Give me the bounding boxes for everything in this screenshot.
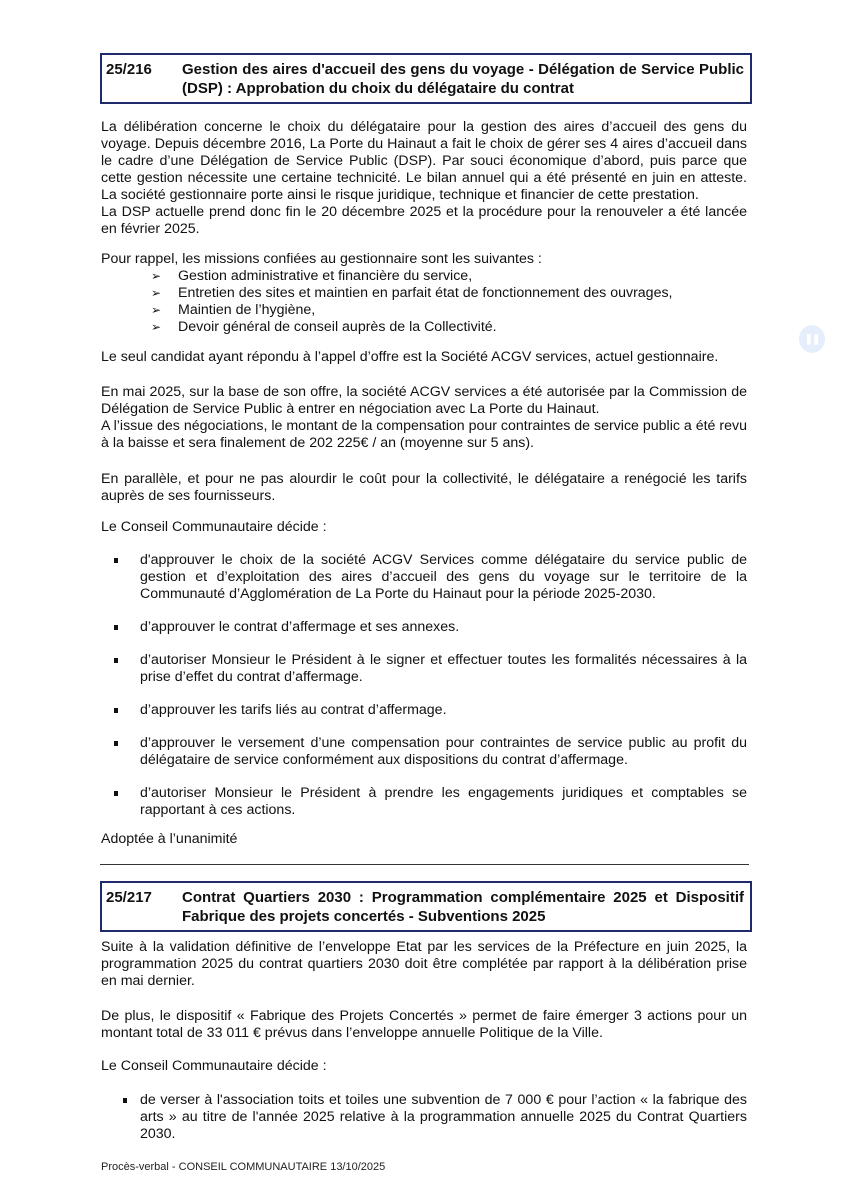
decisions-list: [101, 1092, 747, 1143]
quartiers-intro-paragraph: Suite à la validation définitive de l’enveloppe Etat par les services de la Préfecture en juin 2025, la programmation 2025 du contrat quartiers 2030 doit être complétée par rapport à la délibération prise en mai dernier.: [101, 939, 747, 989]
list-item: ➢ Maintien de l’hygiène,: [151, 302, 316, 318]
arrow-bullet-icon: ➢: [151, 303, 162, 317]
parallel-paragraph: En parallèle, et pour ne pas alourdir le coût pour la collectivité, le délégataire a renégocié les tarifs auprès de ses fournisseurs.: [101, 471, 747, 504]
floating-pause-button[interactable]: [799, 325, 825, 353]
deliberation-number: 25/217: [106, 889, 152, 906]
deliberation-header-25-216: [100, 53, 752, 104]
arrow-bullet-icon: ➢: [151, 286, 162, 300]
list-item: ➢ Gestion administrative et financière du service,: [151, 268, 473, 284]
decides-label: Le Conseil Communautaire décide :: [101, 1058, 327, 1074]
list-item: d'approuver le choix de la société ACGV Services comme délégataire du service public de gestion et d’exploitation des aires d’accueil des gens du voyage sur le territoire de la Communauté d’Agglomération de La Porte du Hainaut pour la période 2025-2030.: [101, 552, 747, 603]
list-item: de verser à l'association toits et toiles une subvention de 7 000 € pour l’action « la fabrique des arts » au titre de l'année 2025 relative à la programmation annuelle 2025 du Contrat Quartiers 2030.: [101, 1092, 747, 1143]
deliberation-title: Contrat Quartiers 2030 : Programmation complémentaire 2025 et Dispositif Fabrique des projets concertés - Subventions 2025: [182, 889, 744, 925]
intro-text: La délibération concerne le choix du délégataire pour la gestion des aires d’accueil des gens du voyage. Depuis décembre 2016, La Porte du Hainaut a fait le choix de gérer ses 4 aires d’accueil dans le cadre d’une Délégation de Service Public (DSP). Par souci économique d’abord, puis parce que cette gestion nécessite une certaine technicité. Le bilan annuel qui a été présenté en juin en atteste. La société gestionnaire porte ainsi le risque juridique, technique et financier de cette prestation.: [101, 119, 747, 203]
list-item: d’autoriser Monsieur le Président à le signer et effectuer toutes les formalités nécessaires à la prise d’effet du contrat d’affermage.: [101, 652, 747, 686]
list-item: ➢ Devoir général de conseil auprès de la Collectivité.: [151, 319, 497, 335]
arrow-bullet-icon: ➢: [151, 320, 162, 334]
deliberation-number: 25/216: [106, 61, 152, 78]
list-item: d’approuver le versement d’une compensation pour contraintes de service public au profit du délégataire de service conformément aux dispositions du contrat d’affermage.: [101, 735, 747, 769]
square-bullet-icon: [114, 625, 118, 630]
decisions-list: [101, 552, 747, 819]
missions-list: [101, 268, 747, 336]
square-bullet-icon: [114, 741, 118, 746]
square-bullet-icon: [114, 791, 118, 796]
list-item: d’approuver les tarifs liés au contrat d’affermage.: [101, 702, 747, 719]
vote-result: Adoptée à l’unanimité: [101, 831, 238, 847]
list-item: d’autoriser Monsieur le Président à prendre les engagements juridiques et comptables se rapportant à ces actions.: [101, 785, 747, 819]
decides-label: Le Conseil Communautaire décide :: [101, 519, 327, 535]
section-divider: [100, 864, 749, 865]
fabrique-paragraph: De plus, le dispositif « Fabrique des Projets Concertés » permet de faire émerger 3 actions pour un montant total de 33 011 € prévus dans l’enveloppe annuelle Politique de la Ville.: [101, 1008, 747, 1041]
square-bullet-icon: [114, 558, 118, 563]
missions-block: [101, 251, 747, 336]
intro-text: La DSP actuelle prend donc fin le 20 décembre 2025 et la procédure pour la renouveler a été lancée en février 2025.: [101, 204, 747, 237]
square-bullet-icon: [114, 658, 118, 663]
deliberation-header-25-217: [100, 881, 752, 932]
square-bullet-icon: [123, 1098, 127, 1103]
list-item: ➢ Entretien des sites et maintien en parfait état de fonctionnement des ouvrages,: [151, 285, 673, 301]
square-bullet-icon: [114, 708, 118, 713]
decisions-block: [101, 1092, 747, 1143]
page-footer: Procès-verbal - CONSEIL COMMUNAUTAIRE 13/10/2025: [101, 1161, 386, 1173]
missions-intro: Pour rappel, les missions confiées au gestionnaire sont les suivantes :: [101, 251, 542, 267]
arrow-bullet-icon: ➢: [151, 269, 162, 283]
candidate-paragraph: Le seul candidat ayant répondu à l’appel d’offre est la Société ACGV services, actuel gestionnaire.: [101, 349, 719, 365]
intro-paragraph: [101, 119, 747, 238]
list-item: d’approuver le contrat d’affermage et ses annexes.: [101, 619, 747, 636]
deliberation-title: Gestion des aires d'accueil des gens du voyage - Délégation de Service Public (DSP) : Approbation du choix du délégataire du contrat: [182, 61, 744, 97]
decisions-block: [101, 552, 747, 819]
pause-icon: ❚❚: [804, 333, 820, 345]
negotiation-paragraph: En mai 2025, sur la base de son offre, la société ACGV services a été autorisée par la Commission de Délégation de Service Public à entrer en négociation avec La Porte du Hainaut. A l’issue des négociations, le montant de la compensation pour contraintes de service public a été revu à la baisse et sera finalement de 202 225€ / an (moyenne sur 5 ans).: [101, 384, 747, 451]
